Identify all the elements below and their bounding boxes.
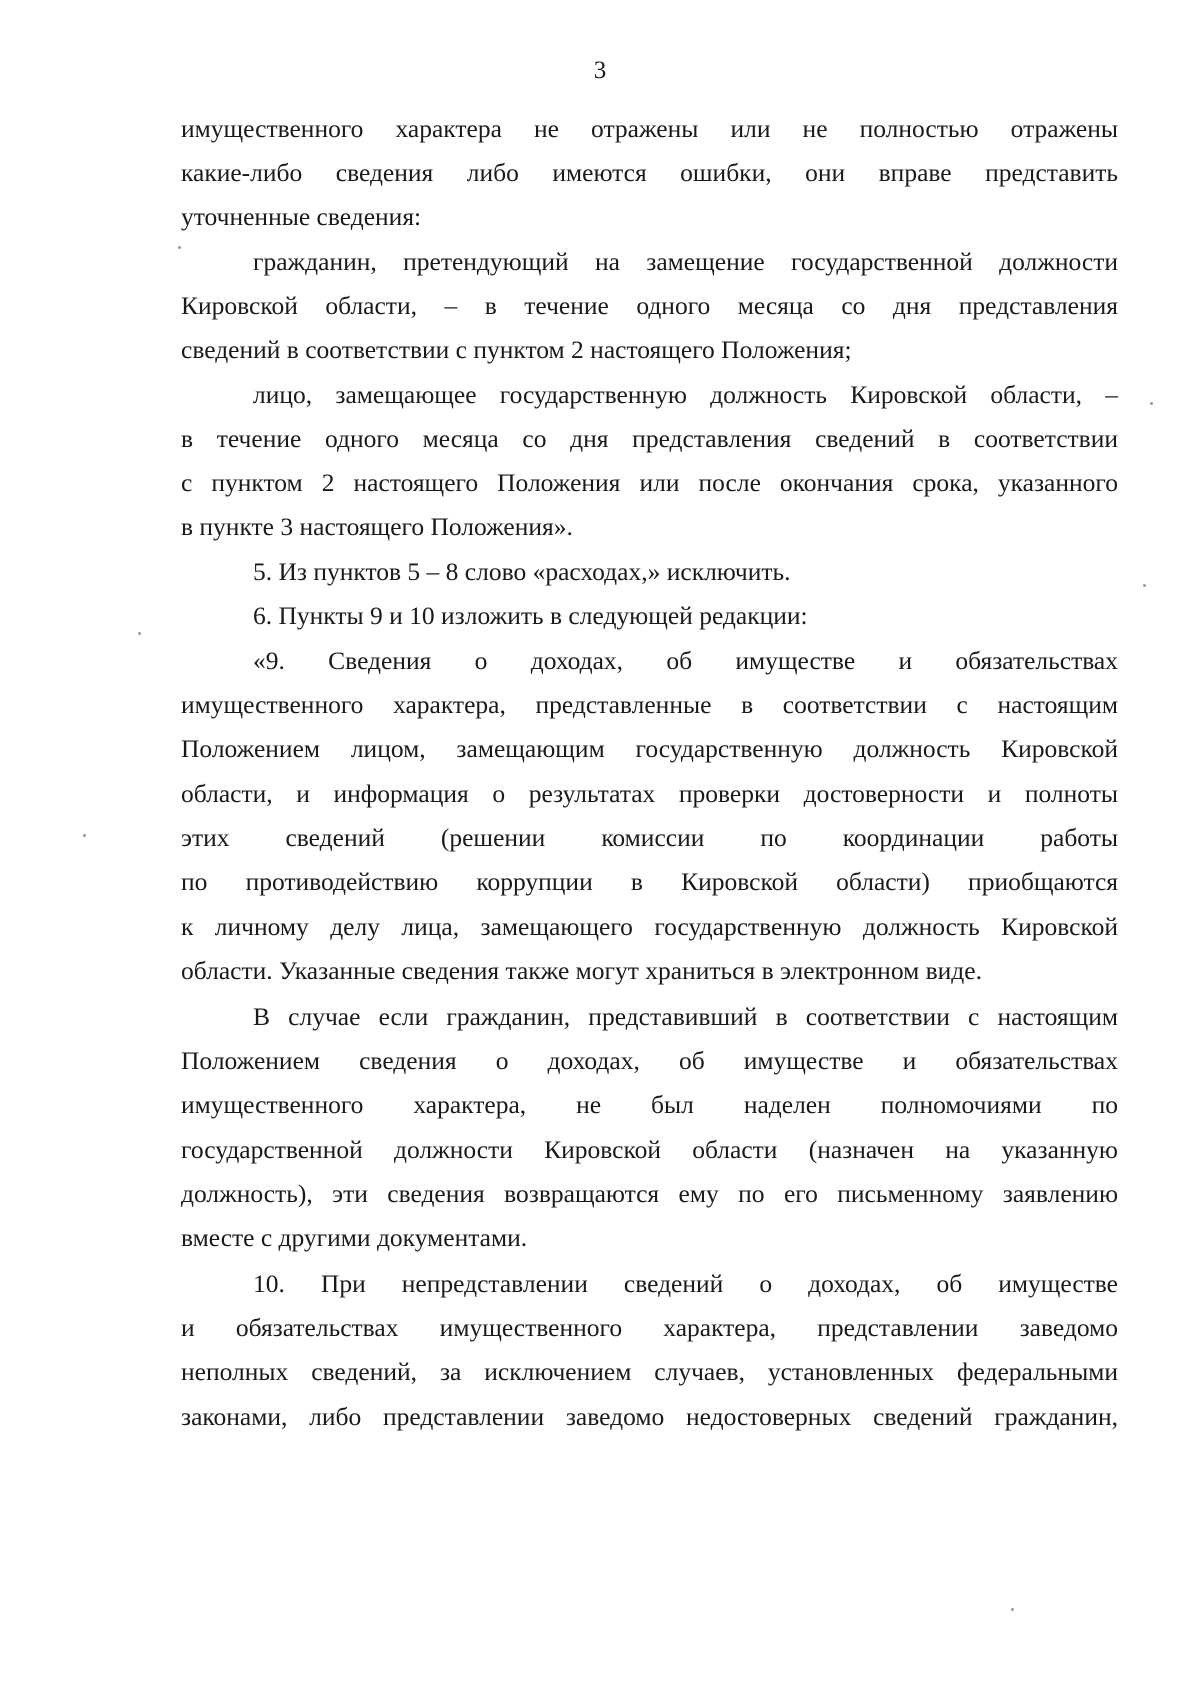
text-line: В случае если гражданин, представивший в соответствии с настоящим <box>253 1002 1118 1031</box>
text-line: неполных сведений, за исключением случаев, установленных федеральными <box>181 1357 1118 1386</box>
text-line: с пунктом 2 настоящего Положения или после окончания срока, указанного <box>181 468 1118 497</box>
text-line: имущественного характера не отражены или не полностью отражены <box>181 114 1118 143</box>
text-line: и обязательствах имущественного характера, представлении заведомо <box>181 1313 1118 1342</box>
text-line: гражданин, претендующий на замещение государственной должности <box>253 247 1118 276</box>
text-line: лицо, замещающее государственную должность Кировской области, – <box>253 380 1118 409</box>
text-line: области. Указанные сведения также могут храниться в электронном виде. <box>181 956 982 985</box>
text-line: по противодействию коррупции в Кировской области) приобщаются <box>181 867 1118 896</box>
text-line: Положением лицом, замещающим государственную должность Кировской <box>181 734 1118 763</box>
scan-speck <box>83 834 86 837</box>
text-line: уточненные сведения: <box>181 202 422 231</box>
text-line: 10. При непредставлении сведений о доходах, об имуществе <box>253 1269 1118 1298</box>
text-line: 5. Из пунктов 5 – 8 слово «расходах,» исключить. <box>253 557 791 586</box>
scan-speck <box>178 246 181 249</box>
text-line: в течение одного месяца со дня представления сведений в соответствии <box>181 424 1118 453</box>
text-line: вместе с другими документами. <box>181 1223 528 1252</box>
text-line: Положением сведения о доходах, об имуществе и обязательствах <box>181 1046 1118 1075</box>
scan-speck <box>138 632 141 635</box>
text-line: в пункте 3 настоящего Положения». <box>181 512 573 541</box>
text-line: какие-либо сведения либо имеются ошибки, они вправе представить <box>181 158 1118 187</box>
page-number: 3 <box>593 57 607 84</box>
text-line: «9. Сведения о доходах, об имуществе и обязательствах <box>253 646 1118 675</box>
text-line: законами, либо представлении заведомо недостоверных сведений гражданин, <box>181 1402 1118 1431</box>
scan-speck <box>1011 1608 1014 1611</box>
text-line: государственной должности Кировской области (назначен на указанную <box>181 1135 1118 1164</box>
text-line: к личному делу лица, замещающего государственную должность Кировской <box>181 912 1118 941</box>
text-line: области, и информация о результатах проверки достоверности и полноты <box>181 779 1118 808</box>
text-line: должность), эти сведения возвращаются ему по его письменному заявлению <box>181 1179 1118 1208</box>
scan-speck <box>1143 584 1146 587</box>
text-line: 6. Пункты 9 и 10 изложить в следующей редакции: <box>253 601 808 630</box>
text-line: сведений в соответствии с пунктом 2 настоящего Положения; <box>181 335 852 364</box>
text-line: этих сведений (решении комиссии по координации работы <box>181 823 1118 852</box>
text-line: Кировской области, – в течение одного месяца со дня представления <box>181 291 1118 320</box>
text-line: имущественного характера, представленные в соответствии с настоящим <box>181 690 1118 719</box>
scan-speck <box>1150 402 1153 405</box>
text-line: имущественного характера, не был наделен полномочиями по <box>181 1090 1118 1119</box>
